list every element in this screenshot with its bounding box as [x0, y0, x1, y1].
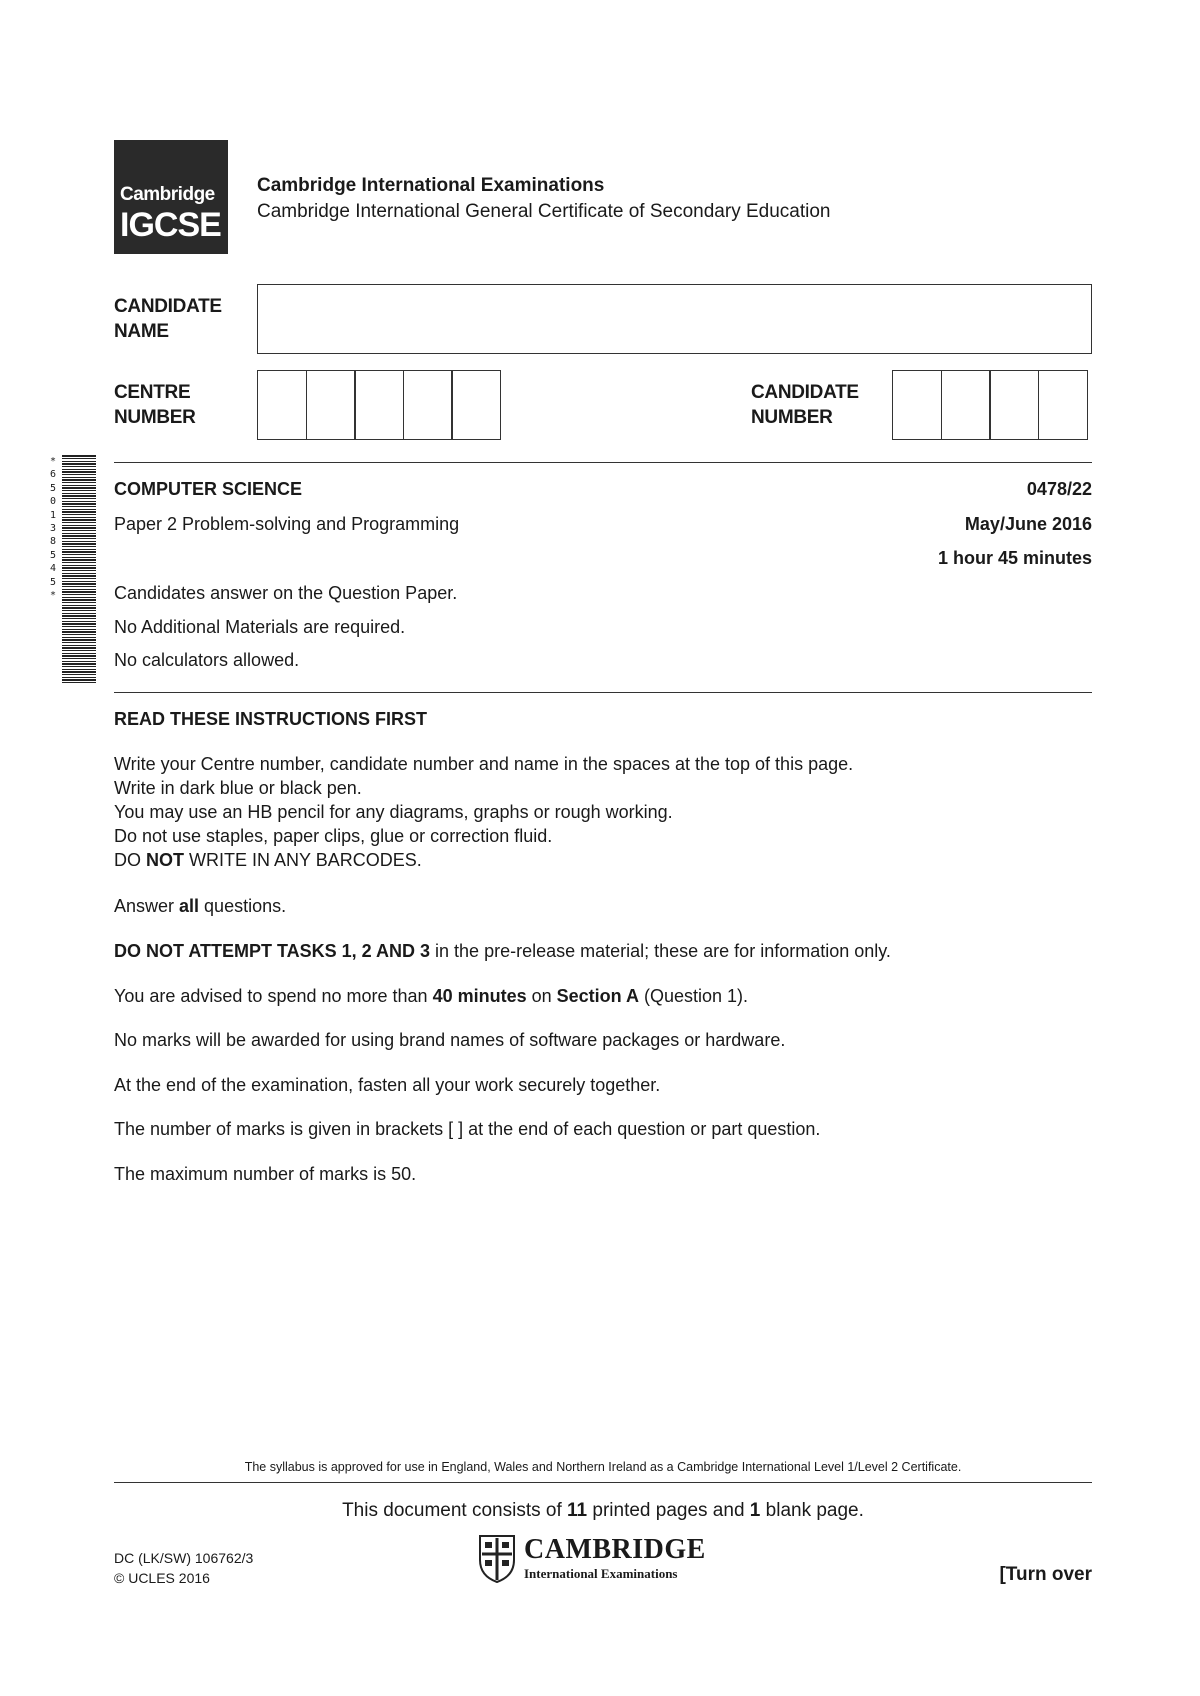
note: No Additional Materials are required.	[114, 617, 406, 637]
divider	[114, 1482, 1092, 1483]
note: No calculators allowed.	[114, 650, 300, 670]
paper-title: Paper 2 Problem-solving and Programming	[114, 514, 460, 534]
barcode	[46, 455, 98, 683]
instructions-list	[114, 752, 853, 872]
instructions-heading: READ THESE INSTRUCTIONS FIRST	[114, 709, 428, 729]
instruction-line: Do not use staples, paper clips, glue or correction fluid.	[114, 826, 553, 846]
candidate-number-label: CANDIDATE NUMBER	[751, 382, 859, 428]
candidate-name-field[interactable]	[257, 284, 1092, 354]
candidate-number-cell[interactable]	[941, 370, 991, 440]
logo-word-cambridge: CAMBRIDGE	[524, 1534, 706, 1565]
centre-number-label: CENTRE NUMBER	[114, 382, 196, 428]
duration: 1 hour 45 minutes	[937, 548, 1092, 568]
time-advice: You are advised to spend no more than 40 minutes on Section A (Question 1).	[114, 986, 749, 1006]
instruction-line: Write your Centre number, candidate number and name in the spaces at the top of this page.	[114, 754, 854, 774]
subject: COMPUTER SCIENCE	[114, 479, 303, 499]
candidate-number-cell[interactable]	[989, 370, 1039, 440]
turn-over: [Turn over	[999, 1564, 1092, 1585]
paper-code: 0478/22	[1026, 479, 1092, 499]
page-count: This document consists of 11 printed pages and 1 blank page.	[342, 1500, 864, 1521]
doc-code: DC (LK/SW) 106762/3	[114, 1550, 254, 1566]
candidate-number-cell[interactable]	[892, 370, 942, 440]
answer-all: Answer all questions.	[114, 896, 287, 916]
instruction-line: Write in dark blue or black pen.	[114, 778, 362, 798]
copyright: © UCLES 2016	[114, 1570, 210, 1586]
barcode-bars	[62, 455, 96, 683]
centre-number-cell[interactable]	[354, 370, 404, 440]
session: May/June 2016	[964, 514, 1092, 534]
syllabus-note: The syllabus is approved for use in England, Wales and Northern Ireland as a Cambridge International Level 1/Level 2 Certificate.	[244, 1460, 962, 1474]
candidate-number-field	[892, 370, 1086, 440]
cambridge-igcse-logo	[114, 140, 228, 254]
centre-number-cell[interactable]	[306, 370, 356, 440]
fasten-note: At the end of the examination, fasten all your work securely together.	[114, 1075, 661, 1095]
crest-icon	[478, 1534, 516, 1584]
brand-note: No marks will be awarded for using brand names of software packages or hardware.	[114, 1030, 786, 1050]
centre-number-cell[interactable]	[403, 370, 453, 440]
divider	[114, 692, 1092, 693]
logo-word-international: International Examinations	[524, 1566, 678, 1581]
centre-number-field	[257, 370, 500, 440]
org-title: Cambridge International Examinations	[257, 175, 605, 196]
candidate-number-cell[interactable]	[1038, 370, 1088, 440]
max-marks-note: The maximum number of marks is 50.	[114, 1164, 417, 1184]
centre-number-cell[interactable]	[451, 370, 501, 440]
logo-line-1: Cambridge	[120, 184, 215, 205]
candidate-name-label: CANDIDATE NAME	[114, 296, 222, 342]
instruction-line: You may use an HB pencil for any diagrams, graphs or rough working.	[114, 802, 673, 822]
document-code	[114, 1548, 253, 1588]
note: Candidates answer on the Question Paper.	[114, 583, 458, 603]
instruction-line: DO NOT WRITE IN ANY BARCODES.	[114, 850, 422, 870]
qualification-title: Cambridge International General Certificate of Secondary Education	[257, 201, 831, 222]
barcode-digits: * 6 5 0 1 3 8 5 4 5 *	[49, 456, 57, 602]
pre-release-note: DO NOT ATTEMPT TASKS 1, 2 AND 3 in the pre-release material; these are for information only.	[114, 941, 891, 961]
centre-number-cell[interactable]	[257, 370, 307, 440]
logo-line-2: IGCSE	[120, 206, 221, 244]
marks-note: The number of marks is given in brackets [ ] at the end of each question or part question.	[114, 1119, 821, 1139]
divider	[114, 462, 1092, 463]
